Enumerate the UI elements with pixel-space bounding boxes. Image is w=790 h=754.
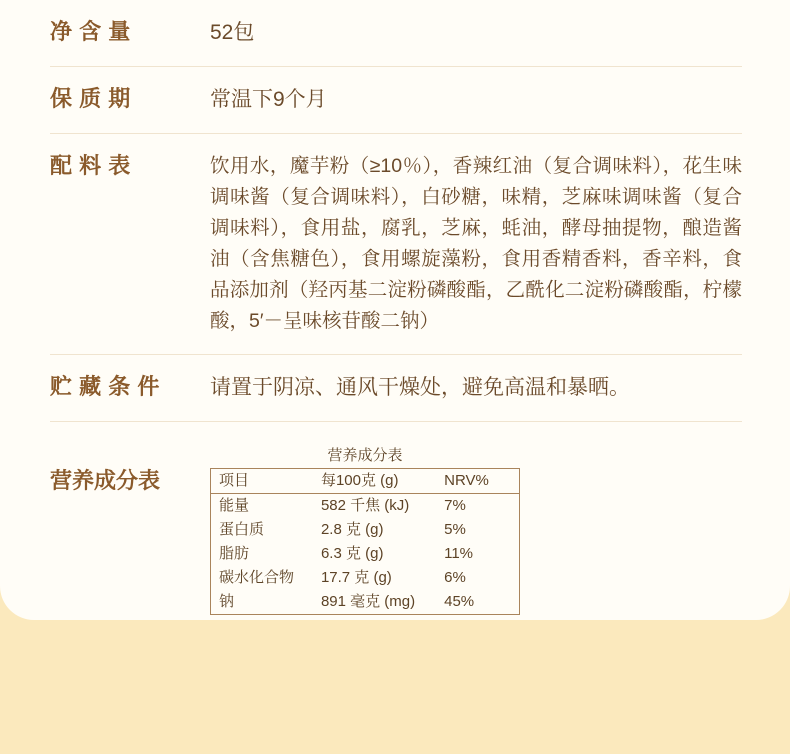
nutrition-table [210, 444, 520, 615]
nutrition-cell-nrv: 11% [444, 545, 474, 562]
table-row [211, 590, 520, 615]
nutrition-cell-nrv: 45% [444, 593, 475, 610]
nutrition-table-body [211, 494, 520, 615]
nutrition-cell-nrv: 6% [444, 569, 466, 586]
row-nutrition [50, 422, 742, 641]
row-label-storage: 贮 藏 条 件 [50, 374, 160, 399]
row-value-storage: 请置于阴凉、通风干燥处，避免高温和暴晒。 [210, 376, 630, 399]
row-label-ingredients: 配 料 表 [50, 153, 131, 178]
nutrition-header-nrv: NRV% [436, 469, 519, 494]
row-net-content [50, 0, 742, 67]
nutrition-cell-name: 脂肪 [219, 545, 250, 562]
nutrition-cell-name: 碳水化合物 [219, 569, 295, 586]
row-value-net-content: 52包 [210, 21, 255, 44]
nutrition-table-caption: 营养成分表 [327, 447, 403, 464]
nutrition-table-wrapper [210, 444, 742, 615]
table-row [211, 494, 520, 519]
nutrition-cell-nrv: 7% [444, 497, 466, 514]
nutrition-cell-name: 能量 [219, 497, 250, 514]
page-bottom-band [0, 620, 790, 754]
row-ingredients [50, 134, 742, 355]
nutrition-cell-value: 891 毫克 (mg) [320, 593, 416, 610]
row-value-shelf-life: 常温下9个月 [210, 88, 327, 111]
nutrition-cell-value: 6.3 克 (g) [320, 545, 384, 562]
nutrition-cell-value: 17.7 克 (g) [320, 569, 392, 586]
nutrition-cell-value: 582 千焦 (kJ) [320, 497, 410, 514]
table-row [211, 566, 520, 590]
nutrition-cell-name: 蛋白质 [219, 521, 265, 538]
nutrition-cell-value: 2.8 克 (g) [320, 521, 384, 538]
table-row [211, 542, 520, 566]
nutrition-header-item: 项目 [211, 469, 313, 494]
nutrition-header-row [211, 469, 520, 494]
table-row [211, 518, 520, 542]
spec-row-list [50, 0, 742, 641]
nutrition-cell-name: 钠 [219, 593, 235, 610]
row-label-nutrition: 营养成分表 [50, 468, 161, 493]
row-label-shelf-life: 保 质 期 [50, 86, 131, 111]
row-value-ingredients: 饮用水，魔芋粉（≥10％），香辣红油（复合调味料），花生味调味酱（复合调味料），白砂糖，味精，芝麻味调味酱（复合调味料），食用盐，腐乳，芝麻，蚝油，酵母抽提物，酿造酱油（含焦糖色），食用螺旋藻粉，食用香精香料，香辛料，食品添加剂（羟丙基二淀粉磷酸酯，乙酰化二淀粉磷酸酯，柠檬酸，5′－呈味核苷酸二钠） [210, 155, 742, 332]
nutrition-header-per100g: 每100克 (g) [313, 469, 436, 494]
row-label-net-content: 净 含 量 [50, 19, 131, 44]
nutrition-cell-nrv: 5% [444, 521, 466, 538]
row-shelf-life [50, 67, 742, 134]
nutrition-table-head [211, 469, 520, 494]
row-storage [50, 355, 742, 422]
